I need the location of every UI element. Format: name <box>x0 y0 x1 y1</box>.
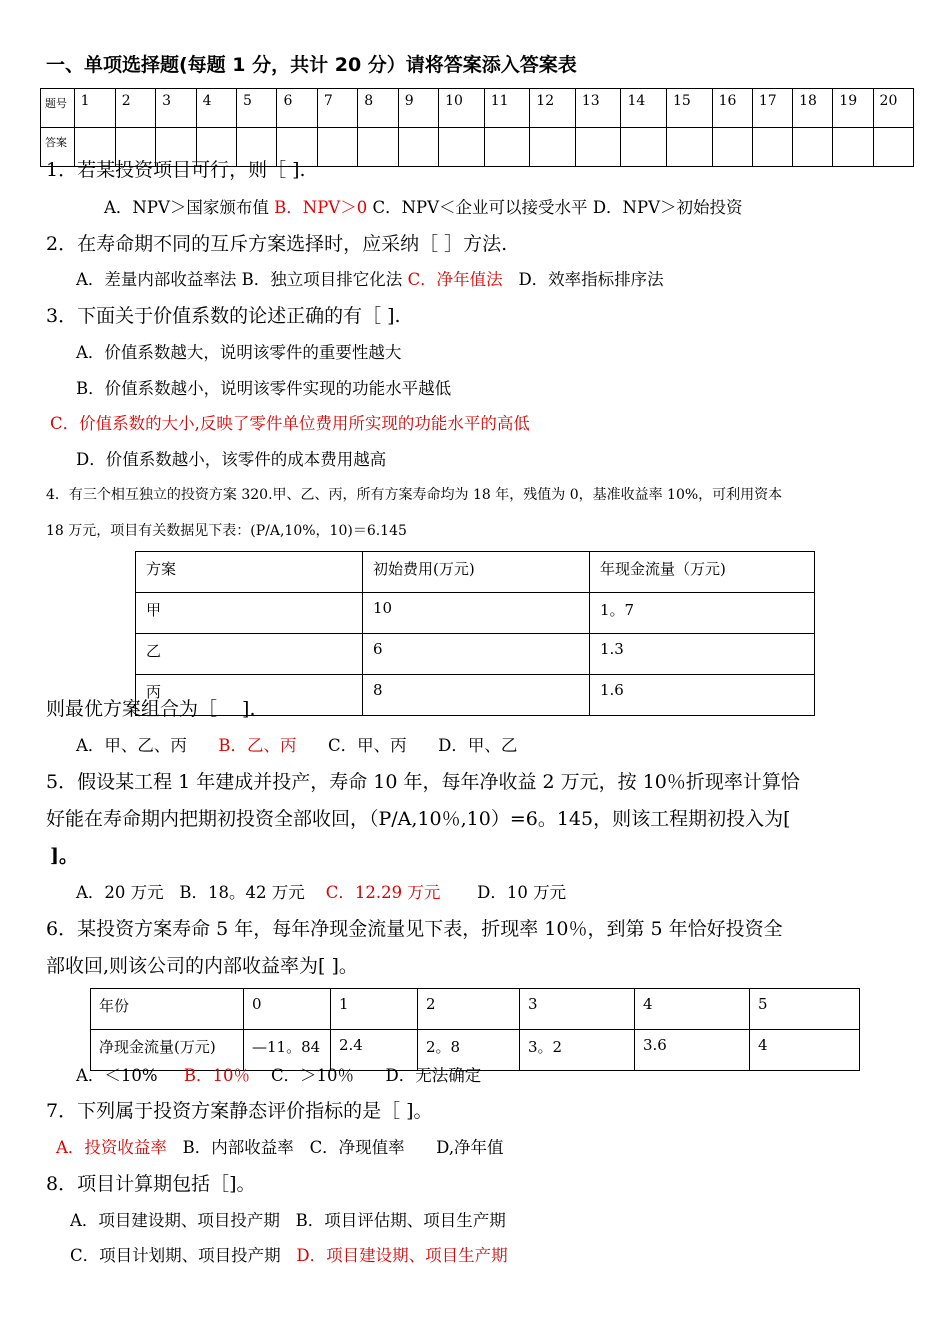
q4-option-a[interactable]: A．甲、乙、丙 <box>76 736 187 755</box>
q8-stem: 8．项目计算期包括［]。 <box>46 1173 256 1195</box>
q8-option-d[interactable]: D．项目建设期、项目生产期 <box>296 1246 508 1265</box>
answer-input-cell[interactable] <box>833 128 873 167</box>
q6-option-a[interactable]: A．＜10% <box>76 1066 158 1085</box>
answer-number-cell: 12 <box>530 89 576 128</box>
q6-cell: 2 <box>418 989 520 1030</box>
q4-option-c[interactable]: C．甲、丙 <box>328 736 407 755</box>
q1-option-b[interactable]: B．NPV＞0 <box>274 198 368 217</box>
q7-option-b[interactable]: B．内部收益率 <box>182 1138 294 1157</box>
q7-option-a[interactable]: A．投资收益率 <box>56 1138 167 1157</box>
answer-input-cell[interactable] <box>530 128 576 167</box>
q5-line2: 好能在寿命期内把期初投资全部收回，（P/A,10％,10）=6。145，则该工程期初投入为[ <box>46 808 791 830</box>
answer-input-cell[interactable] <box>621 128 667 167</box>
q2-option-a[interactable]: A．差量内部收益率法 <box>76 270 237 289</box>
answer-number-cell: 18 <box>793 89 833 128</box>
q4-table-header-row <box>136 552 815 593</box>
q7-option-c[interactable]: C．净现值率 <box>309 1138 405 1157</box>
q4-header-plan: 方案 <box>136 552 363 593</box>
q2-option-c[interactable]: C．净年值法 <box>407 270 503 289</box>
q4-cell: 乙 <box>136 634 363 675</box>
q7-option-d[interactable]: D,净年值 <box>436 1138 504 1157</box>
answer-number-cell: 15 <box>667 89 713 128</box>
q5-line3: ]。 <box>50 845 78 867</box>
q4-cell: 8 <box>363 675 590 716</box>
q6-option-d[interactable]: D．无法确定 <box>385 1066 482 1085</box>
q4-cell: 1.6 <box>590 675 815 716</box>
answer-input-cell[interactable] <box>752 128 792 167</box>
answer-number-cell: 7 <box>317 89 357 128</box>
q8-options-row2 <box>70 1242 508 1266</box>
q3-option-c[interactable]: C．价值系数的大小,反映了零件单位费用所实现的功能水平的高低 <box>50 414 530 433</box>
answer-number-cell: 6 <box>277 89 317 128</box>
q6-cell: 2。8 <box>418 1030 520 1071</box>
q4-header-annual-cashflow: 年现金流量（万元) <box>590 552 815 593</box>
q1-options <box>104 194 743 218</box>
q6-options <box>76 1062 481 1086</box>
q6-cell: 3。2 <box>520 1030 635 1071</box>
answer-number-cell: 20 <box>873 89 913 128</box>
q6-line1: 6．某投资方案寿命 5 年，每年净现金流量见下表，折现率 10％，到第 5 年恰好投资全 <box>46 918 783 940</box>
answer-number-cell: 13 <box>575 89 621 128</box>
q5-line1: 5．假设某工程 1 年建成并投产，寿命 10 年，每年净收益 2 万元，按 10％折现率计算恰 <box>46 771 800 793</box>
answer-input-cell[interactable] <box>358 128 398 167</box>
answer-number-cell: 8 <box>358 89 398 128</box>
q8-option-b[interactable]: B．项目评估期、项目生产期 <box>295 1211 506 1230</box>
q3-option-b[interactable]: B．价值系数越小，说明该零件实现的功能水平越低 <box>76 379 452 398</box>
q4-cell: 6 <box>363 634 590 675</box>
answer-number-cell: 5 <box>237 89 277 128</box>
answer-input-cell[interactable] <box>575 128 621 167</box>
answer-input-cell[interactable] <box>317 128 357 167</box>
answer-number-cell: 16 <box>712 89 752 128</box>
q3-stem: 3．下面关于价值系数的论述正确的有［ ]. <box>46 305 401 327</box>
answer-input-cell[interactable] <box>793 128 833 167</box>
q7-stem: 7．下列属于投资方案静态评价指标的是［ ]。 <box>46 1100 433 1122</box>
q5-option-d[interactable]: D．10 万元 <box>477 883 567 902</box>
answer-table-number-label: 题号 <box>41 89 75 128</box>
q5-option-b[interactable]: B．18。42 万元 <box>179 883 305 902</box>
q6-cell: 0 <box>244 989 331 1030</box>
q1-option-a[interactable]: A．NPV＞国家颁布值 <box>104 198 269 217</box>
q6-cell: 2.4 <box>331 1030 418 1071</box>
q4-ask: 则最优方案组合为［ ]. <box>46 698 256 720</box>
table-row <box>91 989 860 1030</box>
q6-cell: 净现金流量(万元) <box>91 1030 244 1071</box>
q6-cell: 4 <box>635 989 750 1030</box>
answer-number-cell: 14 <box>621 89 667 128</box>
q2-options <box>76 266 664 290</box>
q4-cell: 丙 <box>136 675 363 716</box>
q4-table <box>135 551 815 716</box>
answer-number-cell: 2 <box>115 89 155 128</box>
q6-cell: 3.6 <box>635 1030 750 1071</box>
q4-cell: 10 <box>363 593 590 634</box>
q4-header-initial-cost: 初始费用(万元) <box>363 552 590 593</box>
section-title: 一、单项选择题(每题 1 分，共计 20 分）请将答案添入答案表 <box>46 54 577 76</box>
q7-options <box>56 1134 504 1158</box>
q4-cell: 1。7 <box>590 593 815 634</box>
q5-option-a[interactable]: A．20 万元 <box>76 883 164 902</box>
q6-option-b[interactable]: B．10％ <box>183 1066 250 1085</box>
answer-number-cell: 1 <box>74 89 115 128</box>
q1-stem: 1．若某投资项目可行，则［ ]. <box>46 159 306 181</box>
q3-option-a[interactable]: A．价值系数越大，说明该零件的重要性越大 <box>76 343 402 362</box>
q6-cell: —11。84 <box>244 1030 331 1071</box>
table-row <box>136 634 815 675</box>
q5-options <box>76 879 566 903</box>
q6-cell: 3 <box>520 989 635 1030</box>
answer-number-cell: 9 <box>398 89 438 128</box>
q6-cell: 5 <box>750 989 860 1030</box>
answer-input-cell[interactable] <box>712 128 752 167</box>
q6-cell: 年份 <box>91 989 244 1030</box>
answer-input-cell[interactable] <box>667 128 713 167</box>
table-row <box>136 593 815 634</box>
answer-table-number-row <box>41 89 914 128</box>
q6-option-c[interactable]: C．＞10％ <box>270 1066 355 1085</box>
answer-number-cell: 17 <box>752 89 792 128</box>
q6-cell: 1 <box>331 989 418 1030</box>
answer-input-cell[interactable] <box>398 128 438 167</box>
q2-option-d[interactable]: D．效率指标排序法 <box>518 270 664 289</box>
q3-option-d[interactable]: D．价值系数越小，该零件的成本费用越高 <box>76 450 387 469</box>
answer-number-cell: 10 <box>439 89 485 128</box>
q4-option-b[interactable]: B．乙、丙 <box>218 736 297 755</box>
q6-line2: 部收回,则该公司的内部收益率为[ ]。 <box>46 955 358 977</box>
answer-number-cell: 3 <box>156 89 196 128</box>
q1-option-d[interactable]: D．NPV＞初始投资 <box>592 198 743 217</box>
q8-options-row1 <box>70 1207 506 1231</box>
answer-input-cell[interactable] <box>484 128 530 167</box>
q5-option-c[interactable]: C．12.29 万元 <box>325 883 441 902</box>
q4-options <box>76 732 517 756</box>
answer-input-cell[interactable] <box>873 128 913 167</box>
q4-cell: 1.3 <box>590 634 815 675</box>
q8-option-c[interactable]: C．项目计划期、项目投产期 <box>70 1246 281 1265</box>
answer-number-cell: 4 <box>196 89 236 128</box>
answer-table-answer-label: 答案 <box>41 128 75 167</box>
q4-cell: 甲 <box>136 593 363 634</box>
answer-number-cell: 19 <box>833 89 873 128</box>
q6-cell: 4 <box>750 1030 860 1071</box>
answer-number-cell: 11 <box>484 89 530 128</box>
q4-option-d[interactable]: D．甲、乙 <box>438 736 518 755</box>
q2-stem: 2．在寿命期不同的互斥方案选择时，应采纳［ ］方法. <box>46 233 508 255</box>
q4-line2: 18 万元，项目有关数据见下表：(P/A,10%，10)＝6.145 <box>46 523 407 539</box>
q1-option-c[interactable]: C．NPV＜企业可以接受水平 <box>372 198 588 217</box>
q4-line1: 4．有三个相互独立的投资方案 320.甲、乙、丙，所有方案寿命均为 18 年，残值为 0，基准收益率 10%，可利用资本 <box>46 487 783 503</box>
answer-input-cell[interactable] <box>439 128 485 167</box>
q6-table <box>90 988 860 1071</box>
q2-option-b[interactable]: B．独立项目排它化法 <box>241 270 403 289</box>
q8-option-a[interactable]: A．项目建设期、项目投产期 <box>70 1211 280 1230</box>
